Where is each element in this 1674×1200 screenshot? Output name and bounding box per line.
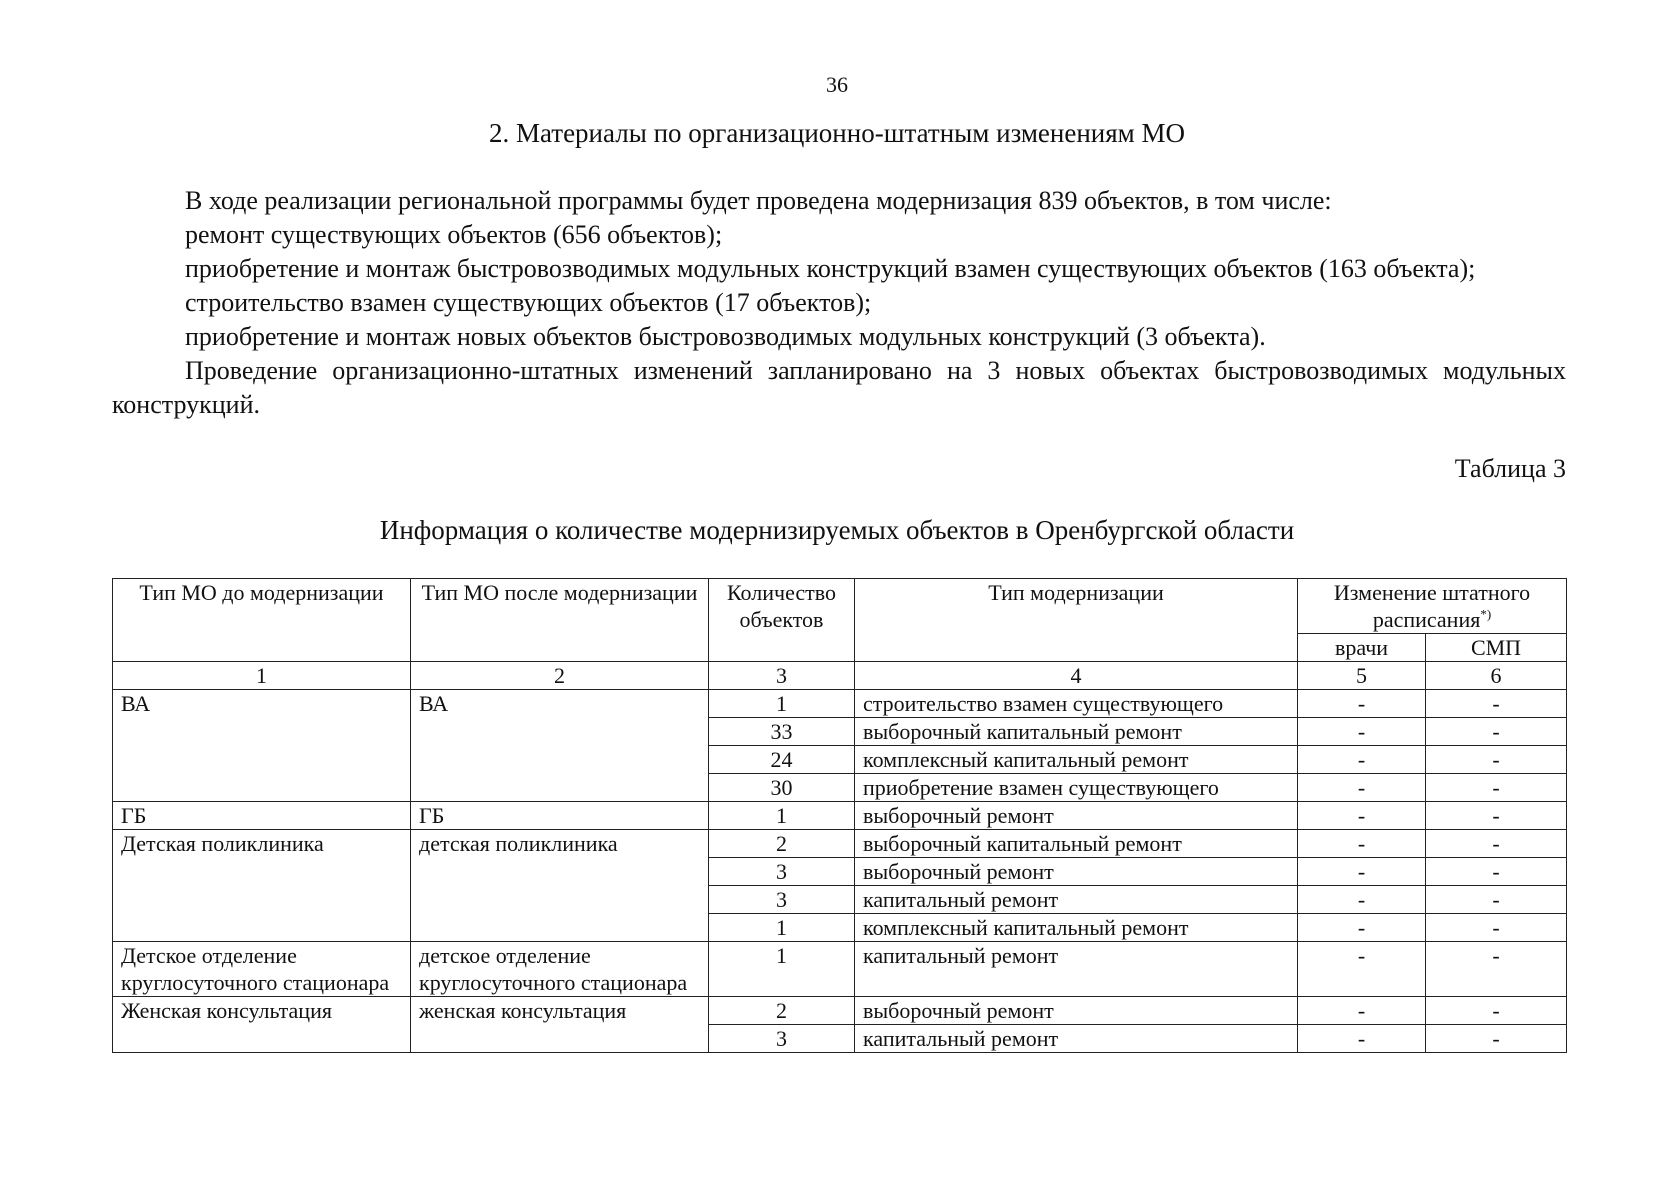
paragraph-repair: ремонт существующих объектов (656 объектов);	[185, 220, 723, 249]
column-number: 4	[855, 662, 1298, 690]
cell-smp: -	[1426, 858, 1567, 886]
cell-count: 3	[709, 858, 855, 886]
cell-count: 1	[709, 690, 855, 718]
cell-type-before: Женская консультация	[113, 997, 411, 1053]
cell-smp: -	[1426, 914, 1567, 942]
cell-count: 33	[709, 718, 855, 746]
column-number: 3	[709, 662, 855, 690]
cell-doctors: -	[1298, 830, 1426, 858]
cell-count: 3	[709, 886, 855, 914]
cell-doctors: -	[1298, 718, 1426, 746]
cell-count: 24	[709, 746, 855, 774]
cell-type-before: ГБ	[113, 802, 411, 830]
cell-modernization-type: капитальный ремонт	[855, 886, 1298, 914]
cell-type-after: ГБ	[411, 802, 709, 830]
cell-doctors: -	[1298, 942, 1426, 997]
cell-smp: -	[1426, 830, 1567, 858]
paragraph-intro: В ходе реализации региональной программы будет проведена модернизация 839 объектов, в том числе:	[185, 186, 1332, 215]
cell-doctors: -	[1298, 858, 1426, 886]
cell-type-before: Детское отделение круглосуточного стационара	[113, 942, 411, 997]
paragraph-modular-replacement: приобретение и монтаж быстровозводимых модульных конструкций взамен существующих объектов (163 объекта);	[185, 254, 1476, 283]
paragraph-construction: строительство взамен существующих объектов (17 объектов);	[185, 288, 872, 317]
cell-modernization-type: выборочный капитальный ремонт	[855, 718, 1298, 746]
column-number: 2	[411, 662, 709, 690]
cell-doctors: -	[1298, 690, 1426, 718]
table-caption: Информация о количестве модернизируемых объектов в Оренбургской области	[379, 515, 1295, 545]
cell-doctors: -	[1298, 997, 1426, 1025]
paragraph-new-modular: приобретение и монтаж новых объектов быстровозводимых модульных конструкций (3 объекта).	[185, 322, 1266, 351]
cell-count: 2	[709, 997, 855, 1025]
cell-count: 1	[709, 942, 855, 997]
cell-modernization-type: комплексный капитальный ремонт	[855, 746, 1298, 774]
cell-doctors: -	[1298, 886, 1426, 914]
cell-doctors: -	[1298, 774, 1426, 802]
cell-modernization-type: выборочный ремонт	[855, 802, 1298, 830]
table-row	[113, 690, 1567, 718]
cell-smp: -	[1426, 718, 1567, 746]
cell-doctors: -	[1298, 1025, 1426, 1053]
table-row	[113, 997, 1567, 1025]
header-count: Количество объектов	[709, 579, 855, 662]
header-staffing-change	[1298, 579, 1567, 634]
cell-modernization-type: строительство взамен существующего	[855, 690, 1298, 718]
cell-doctors: -	[1298, 914, 1426, 942]
cell-modernization-type: выборочный ремонт	[855, 997, 1298, 1025]
cell-count: 1	[709, 914, 855, 942]
cell-count: 3	[709, 1025, 855, 1053]
cell-doctors: -	[1298, 746, 1426, 774]
cell-smp: -	[1426, 1025, 1567, 1053]
cell-modernization-type: капитальный ремонт	[855, 942, 1298, 997]
footnote-mark: *)	[1480, 606, 1492, 622]
cell-modernization-type: выборочный ремонт	[855, 858, 1298, 886]
table-row	[113, 942, 1567, 997]
cell-type-before: ВА	[113, 690, 411, 802]
cell-count: 30	[709, 774, 855, 802]
cell-smp: -	[1426, 746, 1567, 774]
cell-modernization-type: комплексный капитальный ремонт	[855, 914, 1298, 942]
modernization-table	[112, 578, 1567, 1053]
page-number: 36	[826, 72, 848, 97]
cell-smp: -	[1426, 997, 1567, 1025]
cell-type-after: ВА	[411, 690, 709, 802]
cell-smp: -	[1426, 690, 1567, 718]
cell-modernization-type: выборочный капитальный ремонт	[855, 830, 1298, 858]
cell-type-after: женская консультация	[411, 997, 709, 1053]
cell-smp: -	[1426, 886, 1567, 914]
cell-type-after: детская поликлиника	[411, 830, 709, 942]
cell-modernization-type: капитальный ремонт	[855, 1025, 1298, 1053]
cell-doctors: -	[1298, 802, 1426, 830]
table-row	[113, 830, 1567, 858]
cell-type-after: детское отделение круглосуточного стационара	[411, 942, 709, 997]
section-title: 2. Материалы по организационно-штатным изменениям МО	[488, 118, 1186, 148]
cell-count: 1	[709, 802, 855, 830]
cell-smp: -	[1426, 802, 1567, 830]
cell-type-before: Детская поликлиника	[113, 830, 411, 942]
cell-modernization-type: приобретение взамен существующего	[855, 774, 1298, 802]
header-modernization-type: Тип модернизации	[855, 579, 1298, 662]
header-type-before: Тип МО до модернизации	[113, 579, 411, 662]
column-number: 5	[1298, 662, 1426, 690]
column-number: 6	[1426, 662, 1567, 690]
table-label: Таблица 3	[1454, 454, 1566, 483]
header-smp: СМП	[1426, 634, 1567, 662]
cell-smp: -	[1426, 774, 1567, 802]
header-doctors: врачи	[1298, 634, 1426, 662]
table-row	[113, 802, 1567, 830]
cell-count: 2	[709, 830, 855, 858]
cell-smp: -	[1426, 942, 1567, 997]
header-staffing-change-label: Изменение штатного расписания	[1333, 580, 1531, 632]
column-number: 1	[113, 662, 411, 690]
paragraph-staffing-changes: Проведение организационно-штатных изменений запланировано на 3 новых объектах быстровозводимых модульных конструкций.	[112, 356, 1566, 419]
header-type-after: Тип МО после модернизации	[411, 579, 709, 662]
